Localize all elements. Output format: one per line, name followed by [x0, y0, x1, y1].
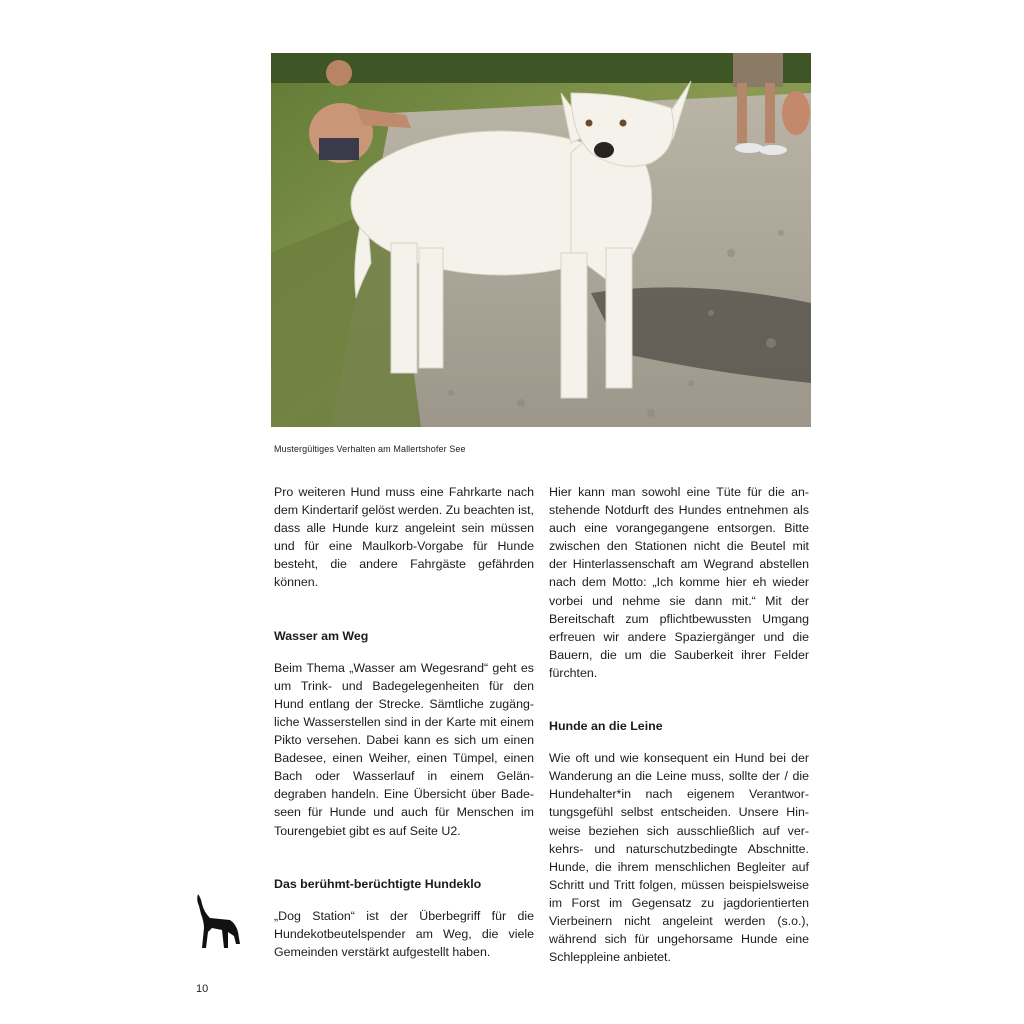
page-number: 10	[196, 983, 209, 995]
dog-photo-illustration	[271, 53, 811, 427]
body-paragraph: „Dog Station“ ist der Überbegriff für die Hundekotbeutelspender am Weg, die viele Gemeinden verstärkt aufgestellt haben.	[274, 908, 534, 959]
spacer	[274, 840, 534, 875]
dog-silhouette-icon	[192, 892, 242, 950]
body-paragraph: Hier kann man sowohl eine Tüte für die anstehende Notdurft des Hundes entnehmen als auch eine vorangegangene entsorgen. Bitte zwischen den Stationen nicht die Beutel mit der Hinterlassenschaft am Wegrand abstellen nach dem Motto: „Ich komme hier eh wieder vorbei und nehme sie dann mit.“ Mit der Bereitschaft zum pflichtbewussten Umgang erfreuen wir andere Spaziergänger und die Bauern, die um die Sauberkeit ihrer Felder fürchten.	[549, 485, 809, 680]
spacer	[274, 645, 534, 659]
spacer	[274, 893, 534, 907]
dog-photo	[271, 53, 811, 427]
spacer	[549, 735, 809, 749]
text-column-right	[549, 483, 809, 966]
section-heading: Das berühmt-berüchtigte Hundeklo	[274, 876, 482, 891]
spacer	[549, 682, 809, 717]
section-heading: Hunde an die Leine	[549, 719, 663, 734]
body-paragraph: Beim Thema „Wasser am Wegesrand“ geht es um Trink- und Badegelegenheiten für den Hund entlang der Strecke. Sämtliche zugängliche Wasserstellen sind in der Karte mit einem Pikto versehen. Dabei kann es sich um einen Badesee, einen Weiher, einen Tümpel, einen Bach oder Wasserlauf in einem Geländegraben handeln. Eine Übersicht über Badeseen für Hunde und auch für Menschen im Tourengebiet gibt es auf Seite U2.	[274, 660, 534, 838]
text-column-left	[274, 483, 534, 961]
photo-caption: Mustergültiges Verhalten am Mallertshofer See	[274, 444, 466, 454]
body-paragraph: Pro weiteren Hund muss eine Fahrkarte nach dem Kindertarif gelöst werden. Zu beachten ist, dass alle Hunde kurz angeleint sein müssen und für eine Maulkorb-Vorgabe für Hunde besteht, die andere Fahrgäste gefährden können.	[274, 485, 534, 590]
spacer	[274, 592, 534, 627]
body-paragraph: Wie oft und wie konsequent ein Hund bei der Wanderung an die Leine muss, sollte der / die Hundehalter*in nach eigenem Verantwortungsgefühl selbst entscheiden. Unsere Hinweise beziehen sich ausschließlich auf verkehrs- und naturschutzbedingte Abschnitte. Hunde, die ihrem menschlichen Begleiter auf Schritt und Tritt folgen, müssen beispielsweise im Forst im Gegensatz zu jagdorientierten Vierbeinern nicht angeleint werden (s.o.), während sich für ungehorsame Hunde eine Schleppleine anbietet.	[549, 751, 809, 965]
section-heading: Wasser am Weg	[274, 628, 369, 643]
